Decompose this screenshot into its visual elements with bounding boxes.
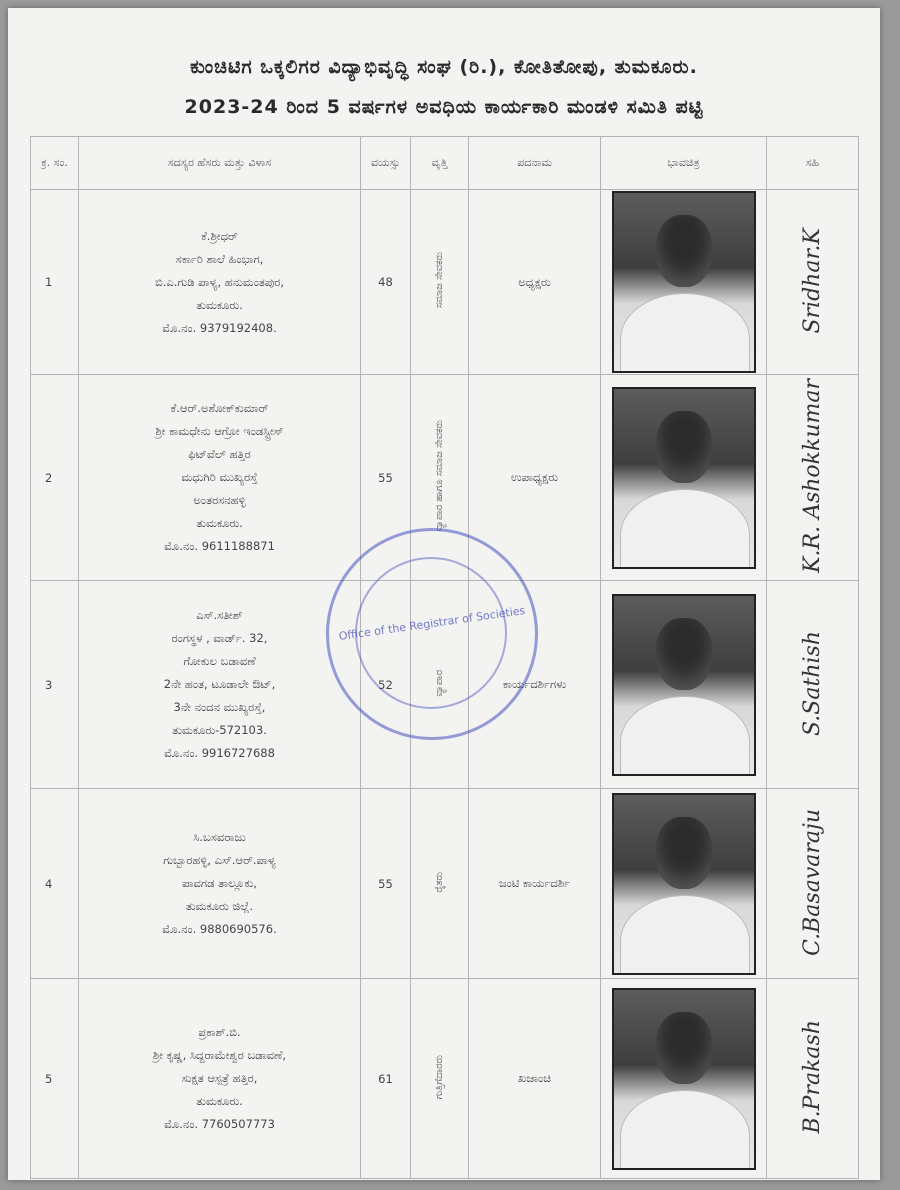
photo-head — [656, 618, 712, 690]
society-title: ಕುಂಚಿಟಿಗ ಒಕ್ಕಲಿಗರ ವಿದ್ಯಾಭಿವೃದ್ಧಿ ಸಂಘ (ರಿ.), ಕೋತಿತೋಪು, ತುಮಕೂರು. — [190, 56, 698, 78]
member-designation: ಕಾರ್ಯದರ್ಶಿಗಳು — [469, 581, 601, 789]
member-designation: ಜಂಟಿ ಕಾರ್ಯದರ್ಶಿ — [469, 789, 601, 979]
col-header-sl: ಕ್ರ. ಸಂ. — [31, 137, 79, 190]
member-signature-cell — [767, 789, 859, 979]
address-line: ಶ್ರೀ ಕೃಷ್ಣ, ಸಿದ್ದರಾಮೇಶ್ವರ ಬಡಾವಣೆ, — [152, 1048, 287, 1062]
member-photo-cell — [601, 979, 767, 1179]
address-line: ತುಮಕೂರು ಜಿಲ್ಲೆ. — [185, 899, 254, 913]
member-occupation: ಗುತ್ತಿಗೆದಾರರು — [433, 1054, 445, 1100]
member-occupation: ವ್ಯಾಪಾರ ಹಾಗೂ ಸಮಾಜ ಸೇವಕರು — [433, 420, 445, 532]
member-signature-cell — [767, 581, 859, 789]
member-signature: S.Sathish — [800, 630, 825, 736]
member-signature-cell — [767, 190, 859, 375]
col-header-age: ವಯಸ್ಸು — [361, 137, 411, 190]
address-line: ಸಿ.ಬಸವರಾಜು — [193, 830, 246, 844]
address-line: ಮೊ.ನಂ. 9611188871 — [164, 539, 275, 553]
member-address — [79, 789, 361, 979]
address-line: ತುಮಕೂರು. — [196, 1094, 243, 1108]
member-age: 61 — [361, 979, 411, 1179]
address-line: ಗುಬ್ಬಾರಹಳ್ಳಿ, ಎಸ್.ಆರ್.ಪಾಳ್ಯ — [163, 853, 276, 867]
col-header-occupation: ವೃತ್ತಿ — [411, 137, 469, 190]
address-line: ತುಮಕೂರು. — [196, 297, 243, 312]
member-signature: Sridhar.K — [800, 227, 825, 334]
table-row — [31, 979, 859, 1179]
sl-number: 1 — [31, 190, 79, 375]
member-photo-cell — [601, 375, 767, 581]
photo-head — [656, 1012, 712, 1084]
member-photo — [612, 191, 756, 373]
table-row — [31, 190, 859, 375]
photo-shoulders — [620, 895, 750, 975]
address-line: ಮೊ.ನಂ. 9379192408. — [162, 320, 277, 335]
member-signature-cell — [767, 979, 859, 1179]
member-occupation: ವ್ಯಾಪಾರ — [433, 669, 445, 697]
address-line: ಮೊ.ನಂ. 7760507773 — [164, 1117, 275, 1131]
photo-head — [656, 817, 712, 889]
member-photo — [612, 387, 756, 569]
photo-head — [656, 411, 712, 483]
sl-number: 2 — [31, 375, 79, 581]
member-photo — [612, 988, 756, 1170]
col-header-designation: ಪದನಾಮ — [469, 137, 601, 190]
sl-number: 5 — [31, 979, 79, 1179]
address-line: ಅಂತರಸನಹಳ್ಳಿ — [193, 493, 246, 507]
member-occupation: ಸಮಾಜ ಸೇವಕರು — [433, 252, 445, 309]
address-line: 3ನೇ ನಂದನ ಮುಖ್ಯರಸ್ತೆ, — [173, 700, 266, 714]
address-line: ಸುಕ್ಷತ ಆಸ್ಪತ್ರೆ ಹತ್ತಿರ, — [181, 1071, 258, 1085]
address-line: ಎಸ್.ಸತೀಶ್ — [196, 608, 243, 622]
member-photo-cell — [601, 789, 767, 979]
sl-number: 4 — [31, 789, 79, 979]
member-signature: B.Prakash — [800, 1020, 825, 1134]
member-signature: C.Basavaraju — [800, 808, 825, 956]
address-line: 2ನೇ ಹಂತ, ಟೂಡಾಲೇ ಔಟ್, — [163, 677, 276, 691]
member-signature-cell — [767, 375, 859, 581]
photo-shoulders — [620, 696, 750, 776]
sl-number: 3 — [31, 581, 79, 789]
member-photo-cell — [601, 581, 767, 789]
address-line: ಸರ್ಕಾರಿ ಶಾಲೆ ಹಿಂಭಾಗ, — [175, 251, 264, 266]
address-line: ಕೆ.ಆರ್.ಅಶೋಕ್‌ಕುಮಾರ್ — [170, 401, 269, 415]
member-photo — [612, 594, 756, 776]
col-header-name: ಸದಸ್ಯರ ಹೆಸರು ಮತ್ತು ವಿಳಾಸ — [79, 137, 361, 190]
address-line: ಕೆ.ಶ್ರೀಧರ್ — [201, 228, 238, 243]
col-header-signature: ಸಹಿ — [767, 137, 859, 190]
photo-shoulders — [620, 1090, 750, 1170]
address-line: ಫಿಟ್‌ವೆಲ್ ಹತ್ತಿರ — [188, 447, 251, 461]
member-address — [79, 190, 361, 375]
address-line: ಬಿ.ಎ.ಗುಡಿ ಪಾಳ್ಯ, ಹನುಮಂತಪುರ, — [154, 274, 285, 289]
address-line: ಮೊ.ನಂ. 9916727688 — [164, 746, 275, 760]
address-line: ತುಮಕೂರು. — [196, 516, 243, 530]
member-photo — [612, 793, 756, 975]
address-line: ಗೋಕುಲ ಬಡಾವಣೆ — [183, 654, 256, 668]
member-signature: K.R. Ashokkumar — [800, 379, 825, 573]
table-row — [31, 789, 859, 979]
address-line: ರಂಗಸ್ಥಳ , ವಾರ್ಡ್. 32, — [171, 631, 268, 645]
member-designation: ಖಜಾಂಚಿ — [469, 979, 601, 1179]
address-line: ತುಮಕೂರು-572103. — [172, 723, 267, 737]
address-line: ಶ್ರೀ ಕಾಮಧೇನು ಆಗ್ರೋ ಇಂಡಸ್ಟ್ರೀಸ್ — [155, 424, 284, 438]
photo-shoulders — [620, 293, 750, 373]
member-occupation-cell — [411, 979, 469, 1179]
address-line: ಮೊ.ನಂ. 9880690576. — [162, 922, 277, 936]
seal-text: Office of the Registrar of Societies — [337, 603, 527, 644]
member-address — [79, 581, 361, 789]
address-line: ಮಧುಗಿರಿ ಮುಖ್ಯರಸ್ತೆ — [181, 470, 258, 484]
member-designation: ಅಧ್ಯಕ್ಷರು — [469, 190, 601, 375]
address-line: ಪಾವಗಡ ತಾಲ್ಲೂಕು, — [182, 876, 257, 890]
address-line: ಪ್ರಕಾಶ್.ಬಿ. — [198, 1025, 241, 1039]
member-occupation: ರೈತರು — [433, 871, 445, 893]
member-age: 55 — [361, 375, 411, 581]
member-occupation-cell — [411, 190, 469, 375]
member-age: 52 — [361, 581, 411, 789]
photo-head — [656, 215, 712, 287]
member-photo-cell — [601, 190, 767, 375]
col-header-photo: ಭಾವಚಿತ್ರ — [601, 137, 767, 190]
member-age: 48 — [361, 190, 411, 375]
member-address — [79, 979, 361, 1179]
member-age: 55 — [361, 789, 411, 979]
member-designation: ಉಪಾಧ್ಯಕ್ಷರು — [469, 375, 601, 581]
photo-shoulders — [620, 489, 750, 569]
table-header-row — [31, 137, 859, 190]
committee-list-title: 2023-24 ರಿಂದ 5 ವರ್ಷಗಳ ಅವಧಿಯ ಕಾರ್ಯಕಾರಿ ಮಂಡಳಿ ಸಮಿತಿ ಪಟ್ಟಿ — [184, 96, 704, 118]
member-address — [79, 375, 361, 581]
document-sheet — [8, 8, 880, 1180]
registrar-seal-stamp — [326, 528, 538, 740]
member-occupation-cell — [411, 789, 469, 979]
